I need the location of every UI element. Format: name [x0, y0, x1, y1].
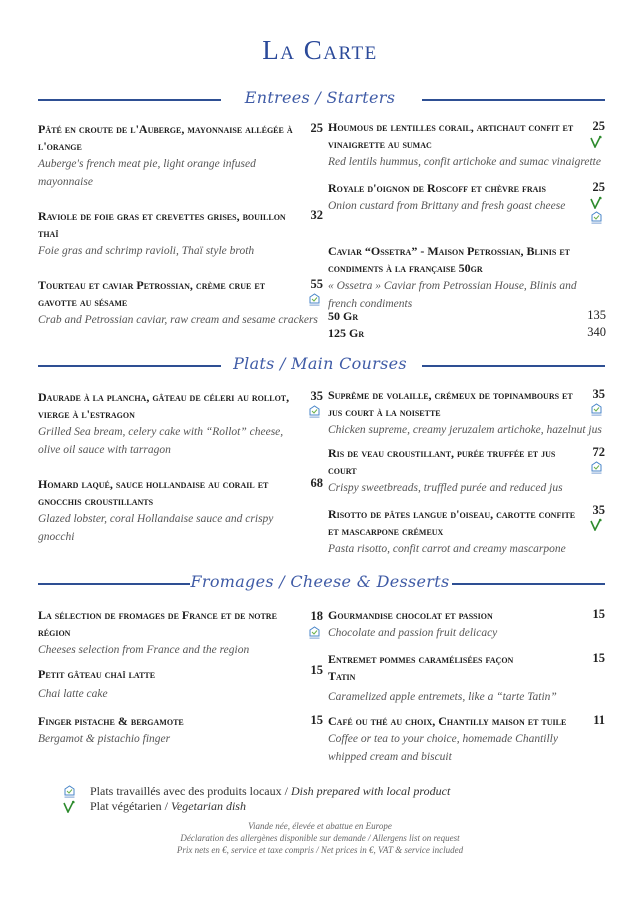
menu-item: [38, 663, 323, 703]
dish-name: Caviar “Ossetra” - Maison Petrossian, Blinis et condiments à la française 50gr: [328, 244, 571, 275]
dish-price: 32: [310, 208, 323, 222]
dish-price: 15: [592, 607, 605, 621]
legend-text-fr: Plats travaillés avec des produits locaux /: [90, 784, 288, 798]
dish-name: Pâté en croute de l'Auberge, mayonnaise allégée à l'orange: [38, 122, 293, 153]
dish-description: Foie gras and schrimp ravioli, Thaï style broth: [38, 245, 255, 257]
dish-price: 15: [310, 713, 323, 727]
dish-price: 55: [310, 277, 323, 291]
dish-name: La sélection de fromages de France et de notre région: [38, 608, 277, 639]
dish-description: Cheeses selection from France and the region: [38, 644, 250, 656]
dish-name: Houmous de lentilles corail, artichaut confit et vinaigrette au sumac: [328, 120, 574, 151]
dish-name: Café ou thé au choix, Chantilly maison et tuile: [328, 714, 567, 728]
section-title: Plats / Main Courses: [233, 354, 407, 373]
menu-item: [328, 503, 605, 558]
menu-item: [328, 445, 605, 497]
menu-item: [328, 651, 605, 706]
footer-notes: [0, 820, 640, 856]
dish-name: Risotto de pâtes langue d'oiseau, carotte confite et mascarpone crémeux: [328, 507, 576, 538]
caviar-size-125: 125 Gr: [328, 326, 365, 340]
menu-item: [38, 121, 323, 191]
section-heading-starters: [0, 88, 640, 112]
dish-description: Glazed lobster, coral Hollandaise sauce and crispy gnocchi: [38, 513, 274, 543]
dish-description: Red lentils hummus, confit artichoke and sumac vinaigrette: [328, 156, 601, 168]
legend-text-fr: Plat végétarien /: [90, 799, 168, 813]
dish-price: 15: [310, 663, 323, 677]
dish-description: Pasta risotto, confit carrot and creamy mascarpone: [328, 543, 566, 555]
dish-name: Daurade à la plancha, gâteau de céleri au rollot, vierge à l'estragon: [38, 390, 290, 421]
vegetarian-icon: [63, 800, 75, 813]
menu-item: [328, 713, 605, 766]
section-title: Fromages / Cheese & Desserts: [190, 572, 450, 591]
menu-item: [328, 119, 605, 171]
dish-name: Entremet pommes caramélisées façon Tatin: [328, 652, 514, 683]
legend-vegetarian: [62, 799, 450, 814]
menu-item: [328, 387, 605, 439]
dish-description: Onion custard from Brittany and fresh goast cheese: [328, 200, 566, 212]
dish-price: 72: [592, 445, 605, 459]
dish-description: Chocolate and passion fruit delicacy: [328, 627, 498, 639]
menu-item: [38, 476, 323, 546]
menu-item: [38, 607, 323, 659]
local-product-icon: [590, 211, 603, 225]
local-product-icon: [590, 403, 603, 417]
vegetarian-icon: [590, 518, 602, 531]
legend: [62, 784, 450, 814]
caviar-size-50: 50 Gr: [328, 309, 359, 323]
dish-description: Crab and Petrossian caviar, raw cream and sesame crackers: [38, 314, 318, 326]
dish-price: 25: [592, 180, 605, 194]
dish-name: Finger pistache & bergamote: [38, 714, 184, 728]
dish-price: 35: [310, 389, 323, 403]
vegetarian-icon: [590, 196, 602, 209]
legend-text-en: Dish prepared with local product: [290, 784, 451, 798]
section-title: Entrees / Starters: [244, 88, 396, 107]
legend-local: [62, 784, 450, 799]
dish-description: Coffee or tea to your choice, homemade Chantilly whipped cream and biscuit: [328, 733, 558, 763]
dish-price: 35: [592, 387, 605, 401]
menu-item: [38, 713, 323, 748]
local-product-icon: [308, 293, 321, 307]
vegetarian-icon: [590, 135, 602, 148]
local-product-icon: [590, 461, 603, 475]
dish-description: Chai latte cake: [38, 688, 108, 700]
local-product-icon: [63, 785, 76, 799]
menu-item: [328, 180, 605, 215]
dish-name: Petit gâteau chaï latte: [38, 667, 156, 681]
footer-line: Déclaration des allergènes disponible sur demande / Allergens list on request: [180, 833, 460, 843]
dish-name: Raviole de foie gras et crevettes grises, bouillon thaï: [38, 209, 286, 240]
dish-description: « Ossetra » Caviar from Petrossian House, Blinis and french condiments: [328, 280, 577, 310]
dish-price: 25: [310, 121, 323, 135]
dish-description: Grilled Sea bream, celery cake with “Rollot” cheese, olive oil sauce with tarragon: [38, 426, 284, 456]
menu-item: [38, 389, 323, 459]
dish-name: Tourteau et caviar Petrossian, crème crue et gavotte au sésame: [38, 278, 266, 309]
section-heading-cheese-desserts: [0, 572, 640, 596]
dish-price: 35: [592, 503, 605, 517]
legend-text-en: Vegetarian dish: [170, 799, 246, 813]
footer-line: Viande née, élevée et abattue en Europe: [248, 821, 392, 831]
menu-item: [38, 277, 323, 329]
menu-item: [38, 208, 323, 260]
footer-line: Prix nets en €, service et taxe compris / Net prices in €, VAT & service included: [176, 845, 464, 855]
dish-name: Homard laqué, sauce hollandaise au corail et gnocchis croustillants: [38, 477, 269, 508]
dish-name: Ris de veau croustillant, purée truffée et jus court: [328, 446, 556, 477]
dish-description: Chicken supreme, creamy jeruzalem artichoke, hazelnut jus: [328, 424, 602, 436]
caviar-price-125: 340: [587, 325, 606, 339]
dish-description: Bergamot & pistachio finger: [38, 733, 171, 745]
caviar-price-50: 135: [587, 308, 606, 322]
dish-name: Royale d'oignon de Roscoff et chèvre frais: [328, 181, 546, 195]
dish-price: 68: [310, 476, 323, 490]
menu-item: [328, 607, 605, 642]
dish-name: Suprême de volaille, crémeux de topinambours et jus court à la noisette: [328, 388, 573, 419]
section-heading-mains: [0, 354, 640, 378]
local-product-icon: [308, 405, 321, 419]
dish-price: 11: [593, 713, 605, 727]
dish-description: Auberge's french meat pie, light orange infused mayonnaise: [38, 158, 256, 188]
dish-description: Crispy sweetbreads, truffled purée and reduced jus: [328, 482, 563, 494]
dish-price: 25: [592, 119, 605, 133]
local-product-icon: [308, 626, 321, 640]
menu-title: La Carte: [262, 35, 378, 65]
dish-name: Gourmandise chocolat et passion: [328, 608, 493, 622]
dish-price: 18: [310, 609, 323, 623]
menu-item: [328, 243, 605, 313]
dish-description: Caramelized apple entremets, like a “tarte Tatin”: [328, 691, 557, 703]
dish-price: 15: [592, 651, 605, 665]
